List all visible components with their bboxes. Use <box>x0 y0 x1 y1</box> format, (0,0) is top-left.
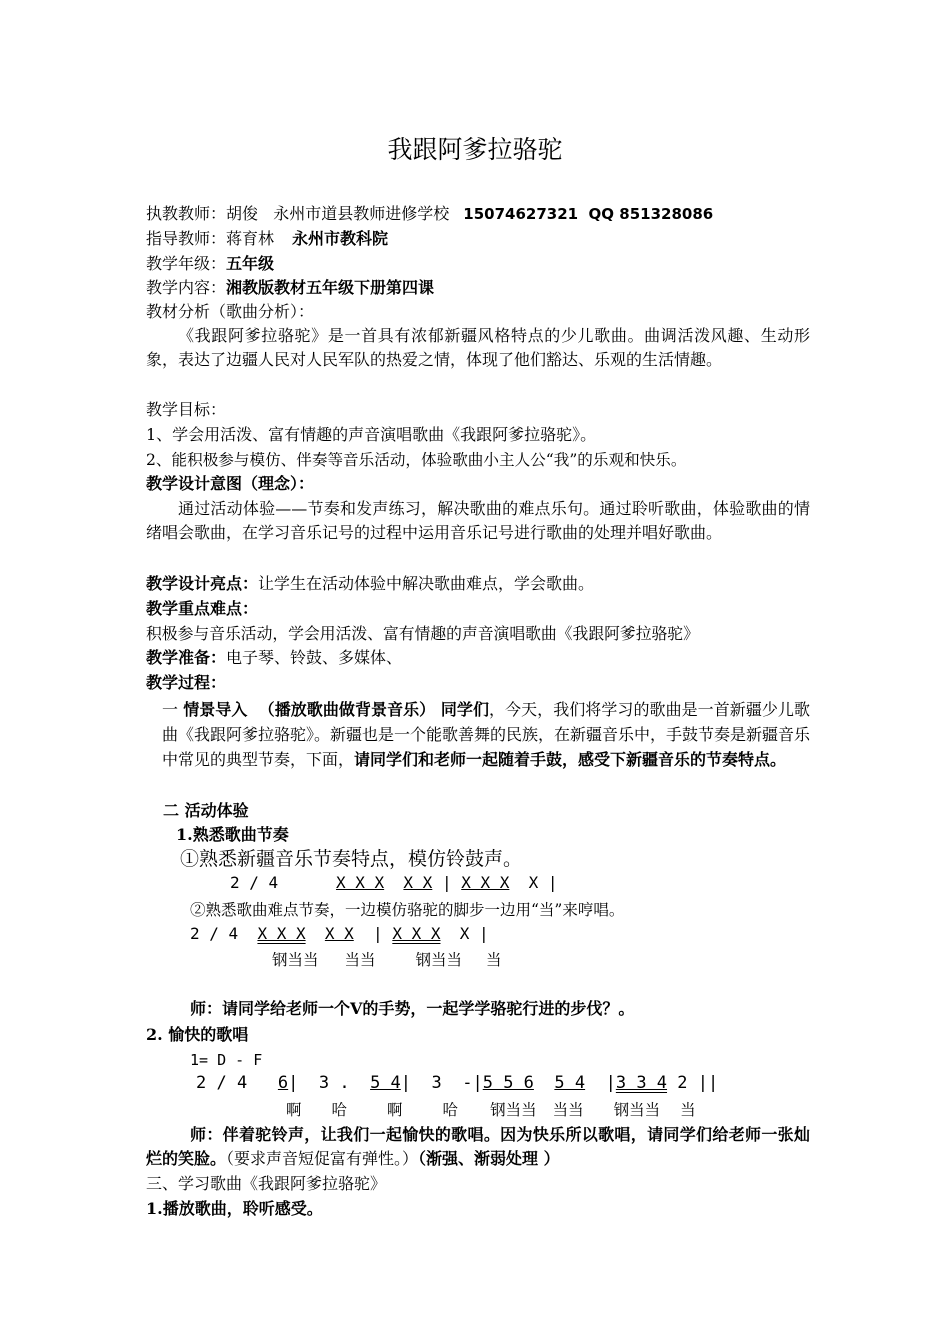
lyric: 哈 <box>331 1101 348 1119</box>
key-signature: 1= D - F <box>190 1051 263 1069</box>
section1-num: 一 <box>162 700 179 719</box>
teacher-note-2-main: 师：伴着驼铃声，让我们一起愉快的歌唱。因为快乐所以歌唱，请同学们给老师一张灿烂的笑脸。 <box>146 1125 810 1169</box>
section1-emphasis: 请同学们和老师一起随着手鼓，感受下新疆音乐的节奏特点。 <box>354 750 787 769</box>
section1-paragraph <box>162 697 810 772</box>
section1-text: ，今天，我们将学习的歌曲是一首新疆少儿歌曲《我跟阿爹拉骆驼》。新疆也是一个能歌善舞的民族，在新疆音乐中，手鼓节奏是新疆音乐中常见的典型节奏，下面， <box>162 700 811 769</box>
melody-lyrics-row <box>286 1098 696 1122</box>
guide-line <box>146 227 388 251</box>
barline: | <box>432 873 462 892</box>
content-label: 教学内容： <box>146 278 227 297</box>
rhythm-group: X <box>459 924 470 943</box>
lyric: 哈 <box>442 1101 459 1119</box>
barline: || <box>687 1073 719 1093</box>
goal-1: 1、学会用活泼、富有情趣的声音演唱歌曲《我跟阿爹拉骆驼》。 <box>146 425 597 444</box>
barline: | <box>538 873 558 892</box>
prep-text: 电子琴、铃鼓、多媒体、 <box>226 648 403 667</box>
rhythm-group: X X <box>403 873 433 892</box>
section2-step1: ①熟悉新疆音乐节奏特点，模仿铃鼓声。 <box>180 848 523 870</box>
rhythm-group: X X X <box>392 924 441 943</box>
section2-title: 二 活动体验 <box>163 801 249 820</box>
melody-row <box>196 1072 718 1094</box>
highlight-line <box>146 572 594 596</box>
barline: | <box>353 924 393 943</box>
lyric: 当 <box>680 1101 696 1119</box>
barline: | <box>472 1073 483 1093</box>
teacher-note-2-req: （要求声音短促富有弹性。） <box>226 1149 419 1169</box>
melody-group: 2 <box>677 1073 688 1093</box>
rhythm-row-1 <box>230 872 558 894</box>
prep-label: 教学准备： <box>146 648 227 667</box>
section1-title: 情景导入 （播放歌曲做背景音乐） 同学们 <box>183 700 489 719</box>
rhythm-group: X X X <box>257 924 306 943</box>
analysis-paragraph: 《我跟阿爹拉骆驼》是一首具有浓郁新疆风格特点的少儿歌曲。曲调活泼风趣、生动形象，表达了边疆人民对人民军队的热爱之情，体现了他们豁达、乐观的生活情趣。 <box>146 326 810 370</box>
melody-group: 6 <box>277 1073 289 1093</box>
lyric: 当当 <box>344 951 376 969</box>
barline: | <box>605 1073 616 1093</box>
section2-sub1: 1.熟悉歌曲节奏 <box>176 825 289 844</box>
lyric: 啊 <box>286 1101 302 1119</box>
rhythm-lyrics-row <box>272 948 502 972</box>
lyric: 钢当当 <box>490 1101 537 1119</box>
barline: | <box>469 924 489 943</box>
lyric: 当 <box>486 951 502 969</box>
document-title: 我跟阿爹拉骆驼 <box>387 135 563 164</box>
rhythm-time: 2 / 4 <box>196 1073 248 1093</box>
lyric: 钢当当 <box>272 951 319 969</box>
melody-group: 3 - <box>431 1073 473 1093</box>
keypoint-heading: 教学重点难点： <box>146 599 259 618</box>
rhythm-group: X X X <box>335 873 385 892</box>
intent-paragraph: 通过活动体验——节奏和发声练习，解决歌曲的难点乐句。通过聆听歌曲，体验歌曲的情绪唱会歌曲，在学习音乐记号的过程中运用音乐记号进行歌曲的处理并唱好歌曲。 <box>146 499 810 543</box>
melody-group: 5 4 <box>554 1073 586 1093</box>
teacher-note-2 <box>146 1123 810 1172</box>
melody-group: 3 . <box>318 1073 350 1093</box>
section3-sub1: 1.播放歌曲，聆听感受。 <box>146 1199 323 1218</box>
rhythm-time: 2 / 4 <box>230 873 279 892</box>
rhythm-group: X <box>528 873 539 892</box>
highlight-label: 教学设计亮点： <box>146 574 259 593</box>
melody-group: 5 4 <box>370 1073 401 1093</box>
teacher-label: 执教教师： <box>146 204 227 223</box>
analysis-heading: 教材分析（歌曲分析）： <box>146 302 315 321</box>
teacher-phone: 15074627321 QQ 851328086 <box>463 205 714 223</box>
rhythm-time: 2 / 4 <box>190 924 239 943</box>
guide-name: 蒋育林 <box>226 229 275 248</box>
content-value: 湘教版教材五年级下册第四课 <box>226 278 435 297</box>
process-heading: 教学过程： <box>146 673 227 692</box>
guide-label: 指导教师： <box>146 229 227 248</box>
keypoint-text: 积极参与音乐活动，学会用活泼、富有情趣的声音演唱歌曲《我跟阿爹拉骆驼》 <box>146 624 699 643</box>
teacher-line <box>146 202 713 226</box>
rhythm-row-2 <box>190 923 489 945</box>
barline: | <box>400 1073 432 1093</box>
highlight-text: 让学生在活动体验中解决歌曲难点，学会歌曲。 <box>258 574 595 593</box>
section2-sub2: 2. 愉快的歌唱 <box>146 1025 249 1044</box>
lyric: 当当 <box>552 1101 584 1119</box>
barline: | <box>288 1073 319 1093</box>
content-line <box>146 276 434 300</box>
teacher-value: 胡俊 永州市道县教师进修学校 <box>226 204 450 223</box>
goal-2: 2、能积极参与模仿、伴奏等音乐活动，体验歌曲小主人公“我”的乐观和快乐。 <box>146 451 687 469</box>
goals-heading: 教学目标： <box>146 400 227 419</box>
grade-line <box>146 252 274 276</box>
grade-label: 教学年级： <box>146 254 227 273</box>
guide-org: 永州市教科院 <box>292 229 389 248</box>
lyric: 钢当当 <box>415 951 463 969</box>
teacher-note-1: 师：请同学给老师一个V的手势，一起学学骆驼行进的步伐？。 <box>190 999 635 1018</box>
section3-title: 三、学习歌曲《我跟阿爹拉骆驼》 <box>146 1174 387 1193</box>
rhythm-group: X X <box>324 924 354 943</box>
intent-heading: 教学设计意图（理念）： <box>146 474 315 493</box>
grade-value: 五年级 <box>226 254 275 273</box>
rhythm-group: X X X <box>461 873 510 892</box>
melody-group: 5 5 6 <box>482 1073 534 1093</box>
prep-line <box>146 646 402 670</box>
lyric: 钢当当 <box>613 1101 661 1119</box>
lyric: 啊 <box>387 1101 403 1119</box>
teacher-note-2-dyn: （渐强、渐弱处理 ） <box>418 1149 560 1169</box>
section2-step2: ②熟悉歌曲难点节奏，一边模仿骆驼的脚步一边用“当”来哼唱。 <box>190 901 625 919</box>
melody-group: 3 3 4 <box>615 1073 668 1093</box>
